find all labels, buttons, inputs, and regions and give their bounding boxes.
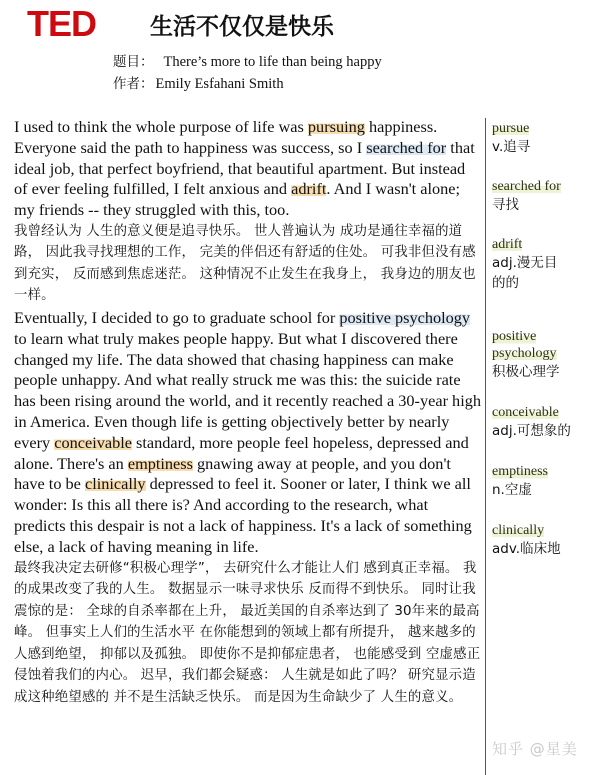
glossary-term: [492, 404, 600, 421]
term-text: adrift: [492, 237, 523, 252]
glossary-item-positive-psychology: [492, 328, 600, 382]
zhihu-watermark: 知乎 @星美: [492, 740, 578, 758]
term-text: searched for: [492, 179, 561, 194]
author-label: 作者：: [113, 76, 154, 92]
highlight-searched-for: searched for: [366, 137, 447, 157]
term-text: conceivable: [492, 405, 559, 420]
glossary-term: [492, 522, 600, 539]
glossary-term: [492, 236, 600, 253]
talk-title-row: [113, 52, 382, 72]
glossary-definition: 寻找: [492, 197, 519, 213]
term-text: positive psychology: [492, 329, 557, 361]
text-run: happiness. Everyone said the path to happiness was success, so I: [14, 117, 438, 157]
glossary-term: [492, 463, 600, 480]
author-row: [113, 74, 284, 94]
ted-logo: TED: [27, 3, 96, 44]
highlight-clinically: clinically: [84, 474, 146, 494]
glossary-term: [492, 178, 600, 195]
term-text: emptiness: [492, 464, 548, 479]
highlight-pursuing: pursuing: [307, 117, 365, 136]
paragraph-2-english: [14, 308, 482, 558]
text-run: Eventually, I decided to go to graduate school for: [14, 307, 340, 327]
term-text: pursue: [492, 121, 530, 136]
text-run: depressed to feel it. Sooner or later, I think we all wonder: Is this all there is? And according to the research, what predicts this despair is not a lack of happiness. It's a lack of something else, a lack of having meaning in life.: [14, 474, 472, 556]
transcript-body: [14, 117, 482, 709]
text-run: . And I wasn't alone; my friends -- they struggled with this, too.: [14, 179, 461, 220]
highlight-positive-psychology: positive psychology: [339, 307, 471, 327]
glossary-item-emptiness: [492, 463, 600, 500]
glossary-divider: [485, 118, 486, 775]
glossary-definition: v.追寻: [492, 139, 531, 155]
glossary-term: [492, 328, 572, 362]
paragraph-1-english: [14, 117, 482, 221]
glossary-definition: n.空虚: [492, 482, 532, 498]
glossary-item-conceivable: [492, 404, 600, 441]
author-value: Emily Esfahani Smith: [155, 76, 284, 92]
glossary-definition: adv.临床地: [492, 541, 561, 557]
text-run: that ideal job, that perfect boyfriend, that beautiful apartment. But instead of ever feeling fulfilled, I felt anxious and: [14, 137, 475, 199]
glossary-item-clinically: [492, 522, 600, 559]
highlight-emptiness: emptiness: [127, 453, 193, 473]
talk-title-value: There’s more to life than being happy: [163, 54, 382, 70]
talk-title-label: 题目：: [113, 54, 154, 70]
glossary-item-adrift: [492, 236, 600, 293]
glossary-definition: 积极心理学: [492, 364, 560, 380]
glossary-item-pursue: [492, 120, 600, 157]
paragraph-2-chinese: 最终我决定去研修“积极心理学”， 去研究什么才能让人们 感到真正幸福。 我的成果改变了我的人生。 数据显示一味寻求快乐 反而得不到快乐。 同时让我震惊的是： 全球的自杀率都在上升， 最近美国的自杀率达到了 30年来的最高峰。 但事实上人们的生活水平 在你能想到的领域上都有所提升， 越来越多的人感到绝望， 抑郁以及孤独。 即使你不是抑郁症患者， 也能感受到 空虚感正侵蚀着我们的内心。 迟早，我们都会疑惑： 人生就是如此了吗？ 研究显示造成这种绝望感的 并不是生活缺乏快乐。 而是因为生命缺少了 人生的意义。: [14, 560, 481, 705]
glossary-definition: adj.可想象的: [492, 423, 571, 439]
term-text: clinically: [492, 523, 545, 538]
highlight-adrift: adrift: [291, 179, 327, 199]
document-header: [0, 0, 600, 110]
glossary-item-searched-for: [492, 178, 600, 215]
text-run: standard, more people feel hopeless, depressed and alone. There's an: [14, 432, 469, 473]
paragraph-1-chinese: 我曾经认为 人生的意义便是追寻快乐。 世人普遍认为 成功是通往幸福的道路， 因此我寻找理想的工作， 完美的伴侣还有舒适的住处。 可我非但没有感到充实， 反而感到焦虑迷茫。 这种情况不止发生在我身上， 我身边的朋友也一样。: [14, 223, 476, 304]
glossary-definition: adj.漫无目的的: [492, 255, 558, 291]
text-run: to learn what truly makes people happy. But what I discovered there changed my life. The data showed that chasing happiness can make people unhappy. And what really struck me was this: the suicide rate has been rising around the world, and it recently reached a 30-year high in America. Even though life is getting objectively better by nearly every: [14, 328, 482, 452]
chinese-title: 生活不仅仅是快乐: [150, 14, 334, 40]
highlight-conceivable: conceivable: [54, 432, 132, 452]
text-run: I used to think the whole purpose of life was: [14, 117, 308, 136]
text-run: gnawing away at people, and you don't have to be: [14, 453, 451, 494]
glossary-term: [492, 120, 600, 137]
